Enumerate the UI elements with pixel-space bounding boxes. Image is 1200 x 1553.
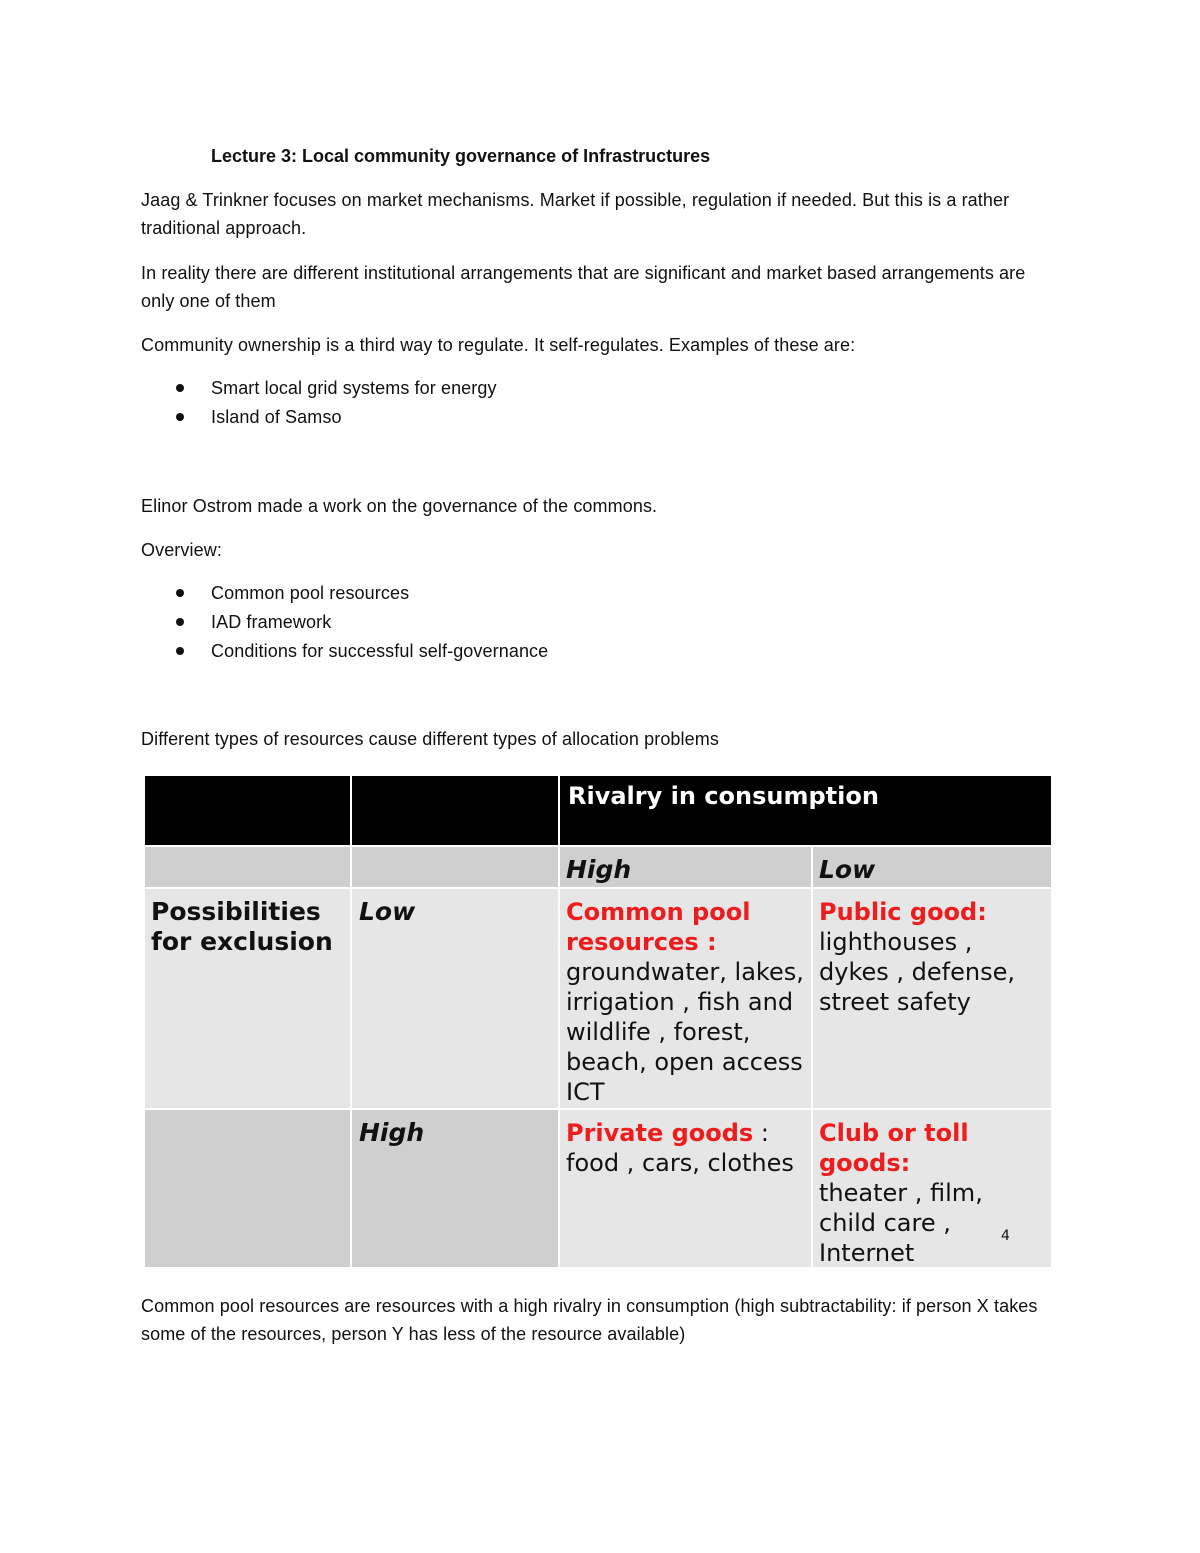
- row-high-label: High: [359, 1118, 425, 1147]
- resource-types-table: [145, 776, 1053, 1268]
- table-divider: [558, 776, 560, 1268]
- common-pool-title: Common pool resources :: [566, 898, 751, 956]
- common-pool-cell: [560, 891, 810, 1113]
- list-item: Island of Samso: [141, 403, 497, 432]
- club-goods-examples: theater , film, child care , Internet: [819, 1179, 983, 1267]
- rivalry-header: Rivalry in consumption: [568, 782, 879, 810]
- column-high-label: High: [566, 855, 632, 884]
- private-goods-examples: food , cars, clothes: [566, 1149, 794, 1177]
- list-item: Common pool resources: [141, 579, 548, 608]
- table-divider: [811, 845, 813, 1268]
- table-divider: [145, 887, 1051, 889]
- lecture-title: Lecture 3: Local community governance of Infrastructures: [211, 146, 711, 166]
- club-goods-title: Club or toll goods:: [819, 1119, 969, 1177]
- table-divider: [145, 1108, 1051, 1110]
- paragraph-common-pool-definition: Common pool resources are resources with a high rivalry in consumption (high subtractability: if person X takes some of the resources, person Y has less of the resource available): [141, 1296, 1038, 1344]
- private-goods-cell: Private goods : food , cars, clothes: [566, 1119, 794, 1177]
- club-goods-cell: [813, 1112, 1053, 1274]
- table-divider: [145, 845, 1051, 847]
- slide-number: 4: [1001, 1228, 1010, 1244]
- paragraph-community-ownership: Community ownership is a third way to regulate. It self-regulates. Examples of these are:: [141, 335, 856, 355]
- overview-list: [141, 579, 548, 666]
- bullet-icon: [176, 589, 184, 597]
- bullet-icon: [176, 618, 184, 626]
- private-goods-title: Private goods: [566, 1119, 754, 1147]
- list-item: IAD framework: [141, 608, 548, 637]
- bullet-icon: [176, 413, 184, 421]
- bullet-icon: [176, 384, 184, 392]
- public-good-cell: [813, 891, 1053, 1023]
- public-good-title: Public good:: [819, 898, 987, 926]
- paragraph-institutional-arrangements: In reality there are different institutional arrangements that are significant and market based arrangements are only one of them: [141, 263, 1026, 311]
- paragraph-resource-types: Different types of resources cause different types of allocation problems: [141, 729, 719, 749]
- paragraph-overview: Overview:: [141, 540, 222, 560]
- paragraph-ostrom: Elinor Ostrom made a work on the governance of the commons.: [141, 496, 658, 516]
- exclusion-row-label: Possibilities for exclusion: [151, 897, 333, 956]
- list-item: Conditions for successful self-governance: [141, 637, 548, 666]
- column-low-label: Low: [819, 855, 876, 884]
- common-pool-examples: groundwater, lakes, irrigation , fish and wildlife , forest, beach, open access ICT: [566, 958, 804, 1106]
- paragraph-jaag-trinkner: Jaag & Trinkner focuses on market mechanisms. Market if possible, regulation if needed. But this is a rather traditional approach.: [141, 190, 1010, 238]
- list-item: Smart local grid systems for energy: [141, 374, 497, 403]
- table-divider: [350, 776, 352, 1268]
- public-good-examples: lighthouses , dykes , defense, street safety: [819, 928, 1015, 1016]
- bullet-icon: [176, 647, 184, 655]
- examples-list: [141, 374, 497, 432]
- row-low-label: Low: [359, 897, 416, 926]
